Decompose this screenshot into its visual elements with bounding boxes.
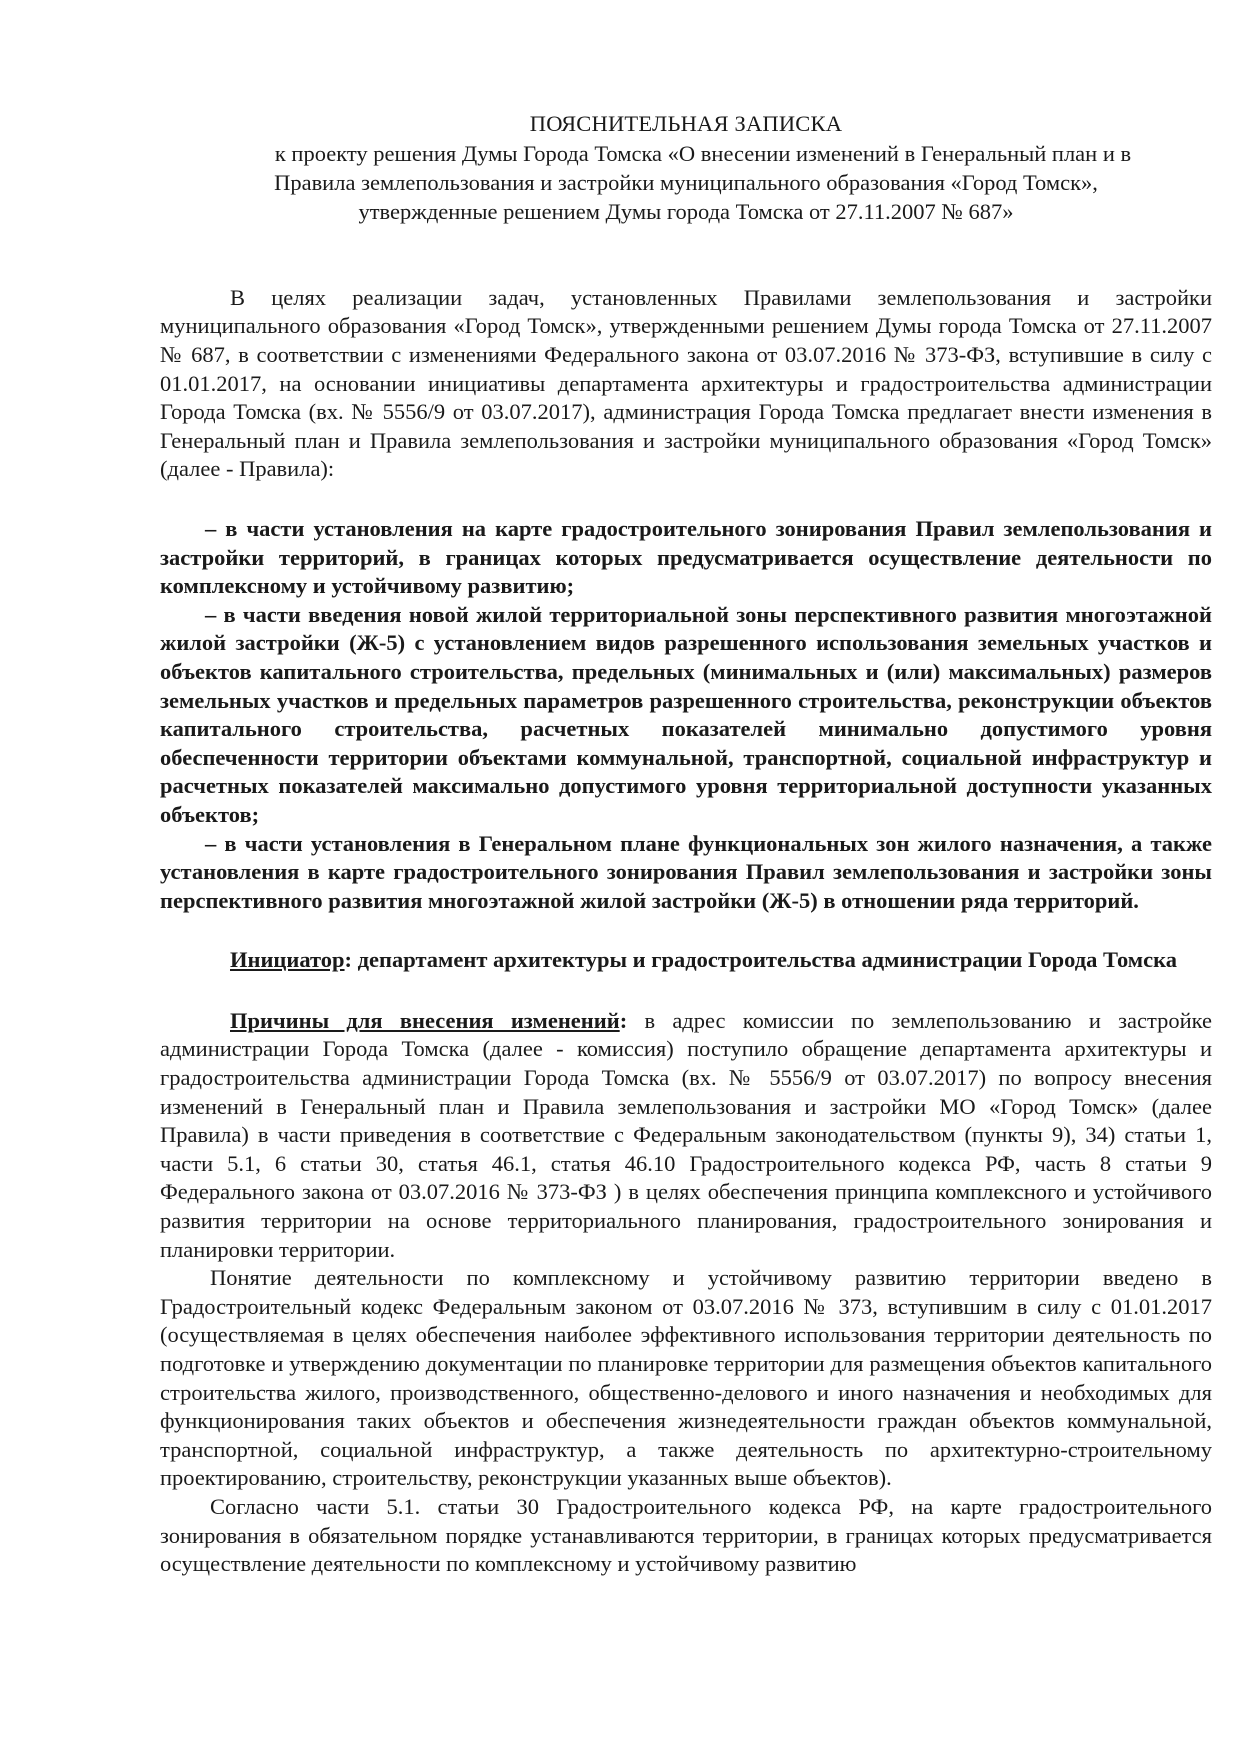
change-item-3: – в части установления в Генеральном плане функциональных зон жилого назначения, а также установления в карте градостроительного зонирования Правил землепользования и застройки зоны перспективного развития многоэтажной жилой застройки (Ж-5) в отношении ряда территорий. <box>160 830 1212 913</box>
subtitle-line-2: Правила землепользования и застройки муниципального образования «Город Томск», <box>274 170 1098 195</box>
reasons-text: в адрес комиссии по землепользованию и застройке администрации Города Томска (далее - комиссия) поступило обращение департамента архитектуры и градостроительства администрации Города Томска (вх. № 5556/9 от 03.07.2017) по вопросу внесения изменений в Генеральный план и Правила землепользования и застройки МО «Город Томск» (далее Правила) в части приведения в соответствие с Федеральным законодательством (пункты 9), 34) статьи 1, части 5.1, 6 статьи 30, статья 46.1, статья 46.10 Градостроительного кодекса РФ, часть 8 статьи 9 Федерального закона от 03.07.2016 № 373-ФЗ ) в целях обеспечения принципа комплексного и устойчивого развития территории на основе территориального планирования, градостроительного зонирования и планировки территории. <box>160 1007 1212 1262</box>
subtitle-line-3: утвержденные решением Думы города Томска от 27.11.2007 № 687» <box>358 199 1014 225</box>
intro-paragraph: В целях реализации задач, установленных Правилами землепользования и застройки муниципального образования «Город Томск», утвержденными решением Думы города Томска от 27.11.2007 № 687, в соответствии с изменениями Федерального закона от 03.07.2016 № 373-ФЗ, вступившие в силу с 01.01.2017, на основании инициативы департамента архитектуры и градостроительства администрации Города Томска (вх. № 5556/9 от 03.07.2017), администрация Города Томска предлагает внести изменения в Генеральный план и Правила землепользования и застройки муниципального образования «Город Томск» (далее - Правила): <box>160 284 1212 482</box>
change-item-2: – в части введения новой жилой территориальной зоны перспективного развития многоэтажной жилой застройки (Ж-5) с установлением видов разрешенного использования земельных участков и объектов капитального строительства, предельных (минимальных и (или) максимальных) размеров земельных участков и предельных параметров разрешенного строительства, реконструкции объектов капитального строительства, расчетных показателей минимально допустимого уровня обеспеченности территории объектами коммунальной, транспортной, социальной инфраструктур и расчетных показателей максимально допустимого уровня территориальной доступности указанных объектов; <box>160 601 1212 827</box>
document-subtitle <box>160 139 1212 227</box>
initiator-text: : департамент архитектуры и градостроительства администрации Города Томска <box>344 947 1177 973</box>
initiator-paragraph <box>160 946 1212 975</box>
reasons-label: Причины для внесения изменений <box>230 1007 620 1033</box>
document-title: ПОЯСНИТЕЛЬНАЯ ЗАПИСКА <box>529 111 843 136</box>
reasons-colon: : <box>619 1007 628 1033</box>
document-page <box>160 110 1212 1579</box>
initiator-label: Инициатор <box>230 947 345 973</box>
reasons-paragraph <box>160 1007 1212 1264</box>
subtitle-line-1: к проекту решения Думы Города Томска «О внесении изменений в Генеральный план и в <box>274 140 1132 166</box>
change-item-1: – в части установления на карте градостроительного зонирования Правил землепользования и застройки территорий, в границах которых предусматривается осуществление деятельности по комплексному и устойчивому развитию; <box>160 515 1212 599</box>
changes-list <box>160 515 1212 915</box>
concept-paragraph: Понятие деятельности по комплексному и устойчивому развитию территории введено в Градостроительный кодекс Федеральным законом от 03.07.2016 № 373, вступившим в силу с 01.01.2017 (осуществляемая в целях обеспечения наиболее эффективного использования территории деятельность по подготовке и утверждению документации по планировке территории для размещения объектов капитального строительства жилого, производственного, общественно-делового и иного назначения и необходимых для функционирования таких объектов и обеспечения жизнедеятельности граждан объектов коммунальной, транспортной, социальной инфраструктур, а также деятельность по архитектурно-строительному проектированию, строительству, реконструкции указанных выше объектов). <box>160 1265 1212 1491</box>
according-paragraph: Согласно части 5.1. статьи 30 Градостроительного кодекса РФ, на карте градостроительного зонирования в обязательном порядке устанавливаются территории, в границах которых предусматривается осуществление деятельности по комплексному и устойчивому развитию <box>160 1493 1212 1577</box>
